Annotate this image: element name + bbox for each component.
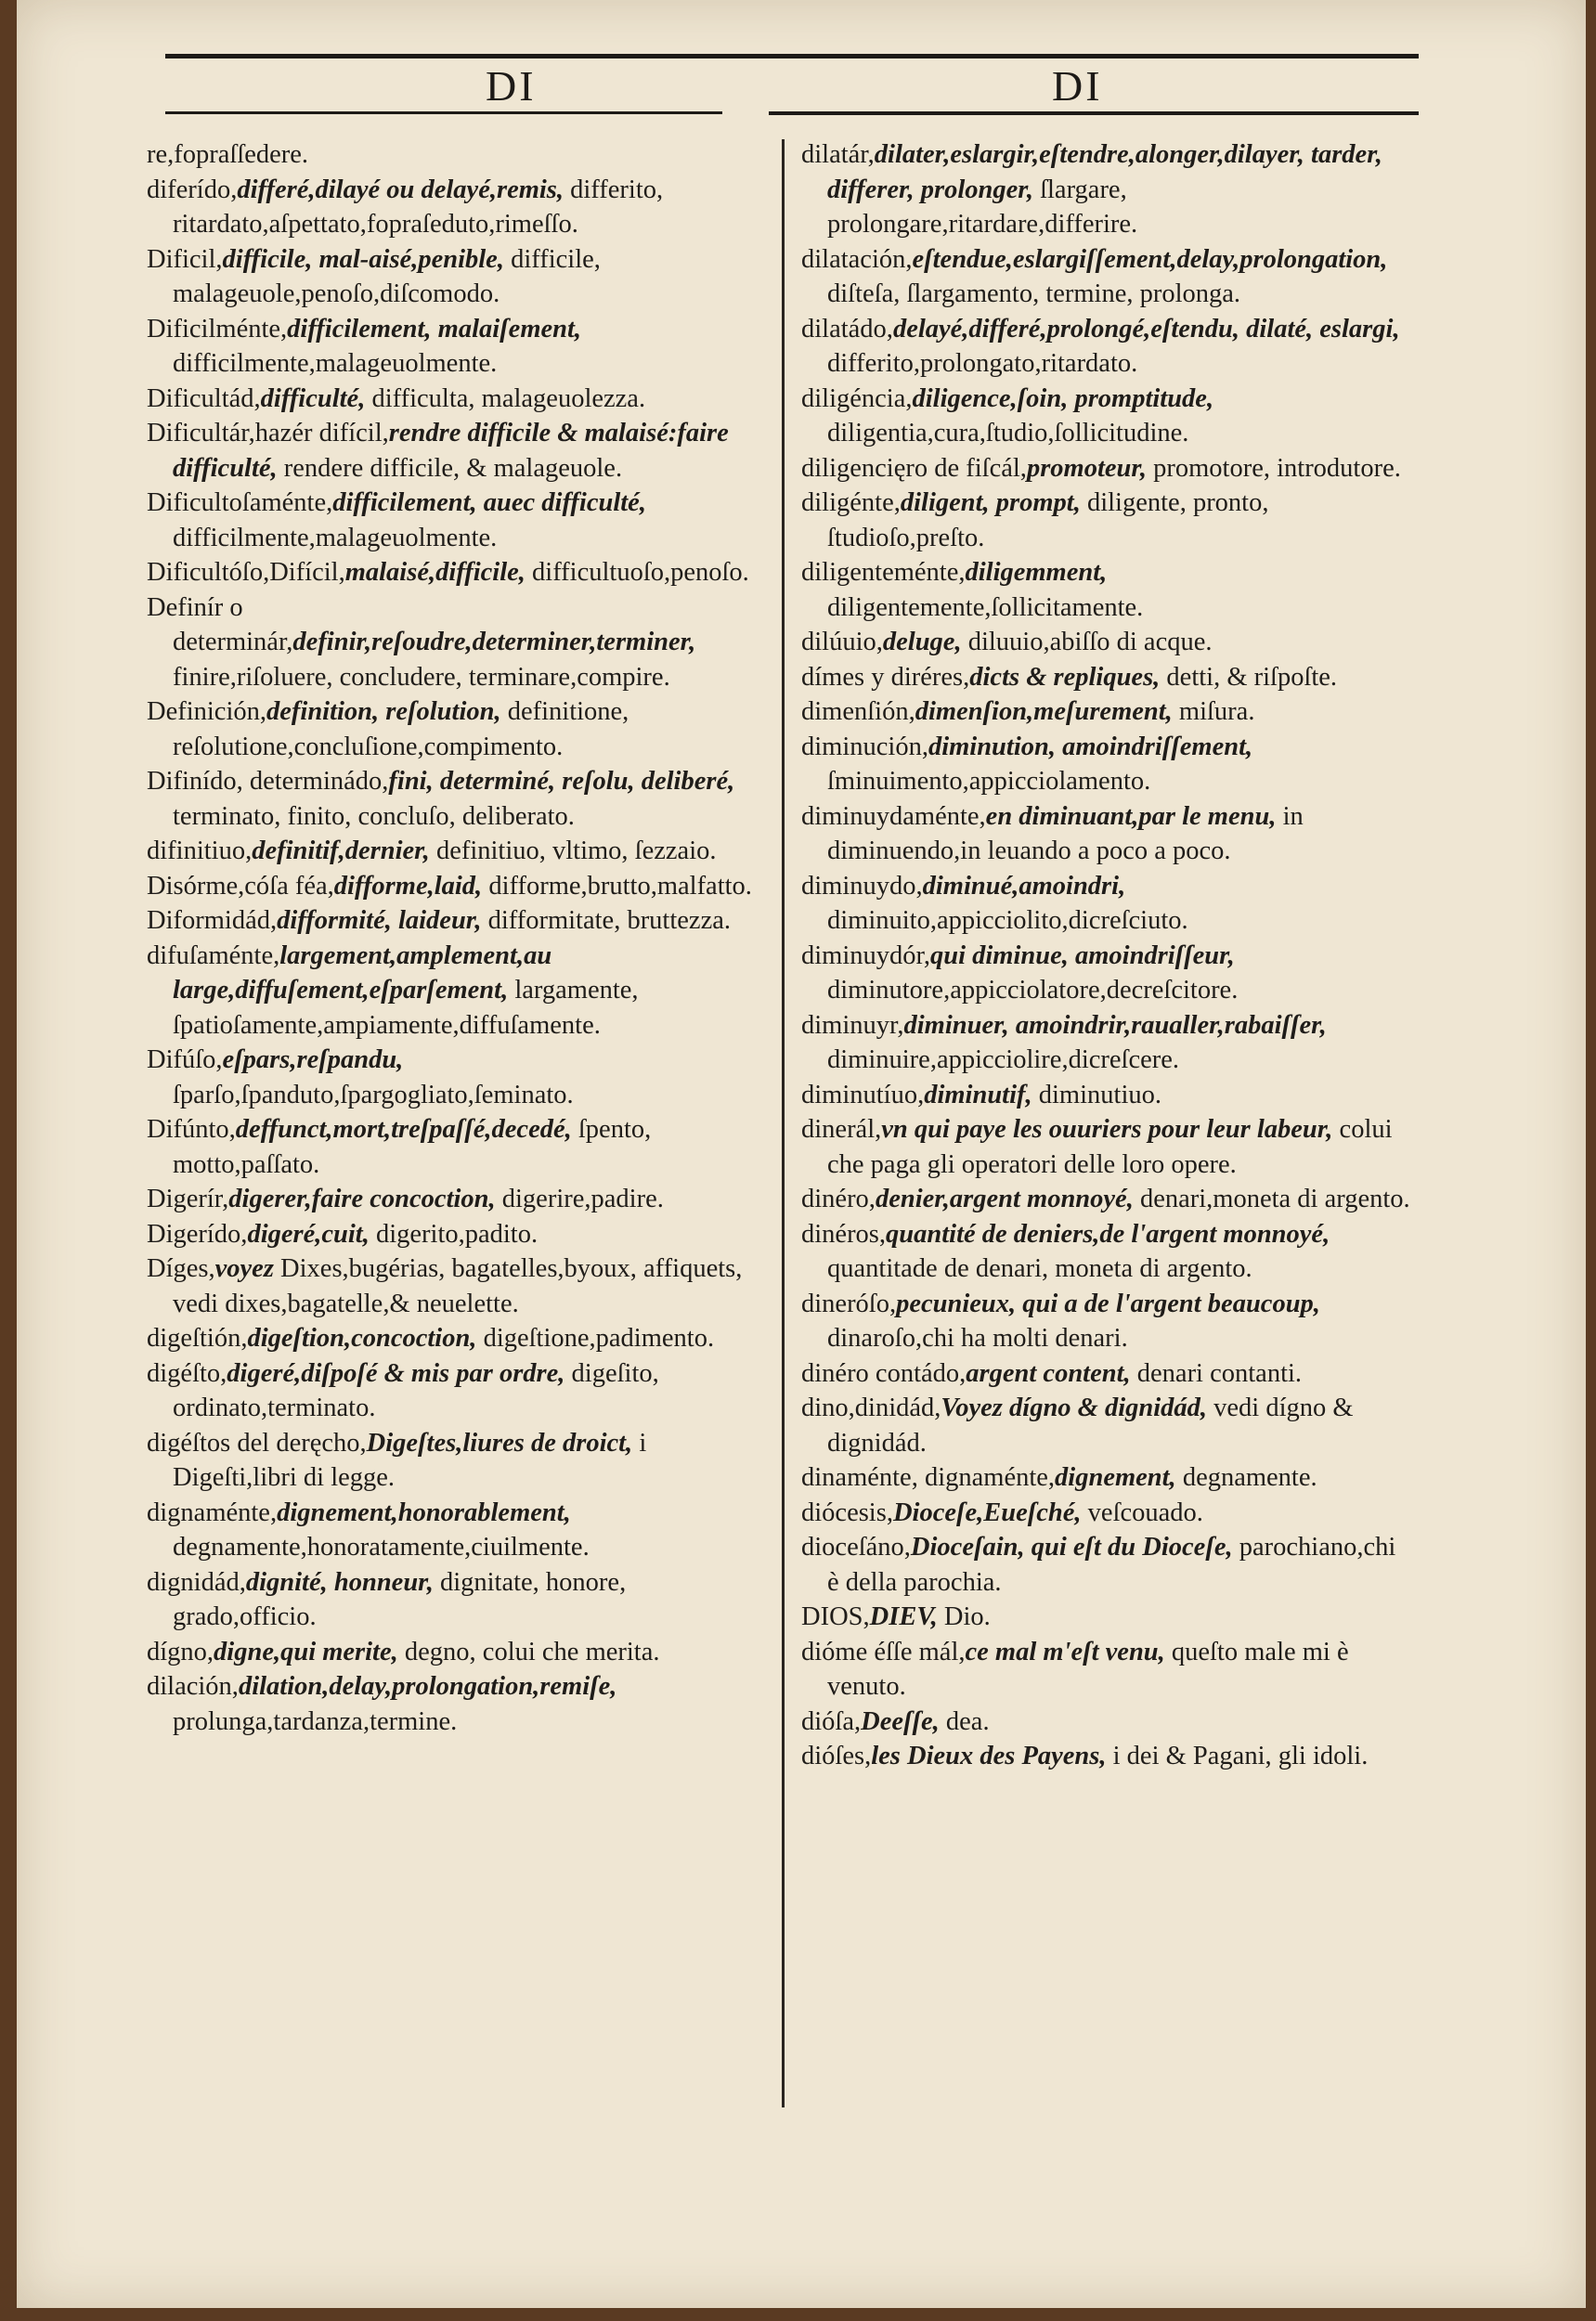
- dictionary-entry: [801, 382, 1414, 451]
- dictionary-entry: [147, 173, 769, 242]
- entry-headword: Difúnto,: [147, 1115, 236, 1144]
- dictionary-entry: [801, 1460, 1414, 1496]
- entry-headword: Difinído, determinádo,: [147, 767, 389, 796]
- entry-italian: difficulta, malageuolezza.: [371, 383, 646, 413]
- entry-italian: finire,riſoluere, concludere, terminare,compire.: [173, 662, 670, 692]
- entry-headword: diminuydór,: [801, 940, 930, 970]
- entry-french: difficilement, malaiſement,: [287, 314, 582, 344]
- entry-italian: rendere difficile, & malageuole.: [283, 453, 623, 483]
- entry-french: difformité, laideur,: [277, 906, 482, 935]
- entry-italian: ſparſo,ſpanduto,ſpargogliato,ſeminato.: [173, 1080, 574, 1109]
- dictionary-entry: [801, 451, 1414, 486]
- entry-italian: ſpento, motto,paſſato.: [173, 1115, 652, 1179]
- entry-italian: prolunga,tardanza,termine.: [173, 1706, 458, 1736]
- entry-french: quantité de deniers,de l'argent monnoyé,: [886, 1219, 1330, 1249]
- entry-french: les Dieux des Payens,: [871, 1742, 1107, 1770]
- dictionary-entry: [147, 590, 769, 695]
- entry-italian: i dei & Pagani, gli idoli.: [1112, 1742, 1369, 1770]
- entry-italian: promotore, introdutore.: [1153, 453, 1401, 483]
- dictionary-entry: [801, 625, 1414, 660]
- dictionary-entry: [801, 1600, 1414, 1635]
- dictionary-entry: [147, 1426, 769, 1496]
- entry-french: difficilement, auec difficulté,: [332, 488, 646, 517]
- dictionary-entry: [147, 1496, 769, 1565]
- entry-headword: difinitiuo,: [147, 836, 253, 865]
- dictionary-entry: [147, 1565, 769, 1635]
- entry-italian: diminutore,appicciolatore,decreſcitore.: [827, 976, 1239, 1005]
- entry-french: difficile, mal-aisé,penible,: [222, 244, 504, 274]
- entry-italian: difforme,brutto,malfatto.: [488, 871, 752, 901]
- entry-headword: diminuyr,: [801, 1010, 904, 1040]
- entry-french: definitif,dernier,: [252, 836, 430, 865]
- entry-italian: diſteſa, ſlargamento, termine, prolonga.: [827, 279, 1241, 308]
- dictionary-entry: [801, 1112, 1414, 1182]
- dictionary-entry: [801, 694, 1414, 730]
- entry-french: diminutif,: [924, 1080, 1032, 1109]
- header-rule-right: [769, 111, 1419, 115]
- entry-headword: DIOS,: [801, 1602, 870, 1631]
- dictionary-entry: [147, 1356, 769, 1426]
- entry-italian: diminutiuo.: [1038, 1080, 1161, 1109]
- entry-italian: dinaroſo,chi ha molti denari.: [827, 1324, 1128, 1353]
- entry-french: eſpars,reſpandu,: [222, 1045, 404, 1074]
- entry-italian: dea.: [945, 1706, 990, 1736]
- entry-headword: dióſa,: [801, 1706, 862, 1736]
- entry-italian: definitione, reſolutione,concluſione,compimento.: [173, 697, 629, 761]
- dictionary-entry: [801, 799, 1414, 869]
- entry-french: Dioceſe,Eueſché,: [892, 1498, 1082, 1527]
- entry-italian: degno, colui che merita.: [404, 1637, 660, 1666]
- dictionary-entry: [147, 1635, 769, 1670]
- entry-italian: diminuito,appicciolito,dicreſciuto.: [827, 906, 1188, 935]
- entry-italian: in diminuendo,in leuando a poco a poco.: [827, 801, 1304, 865]
- dictionary-entry: [801, 1530, 1414, 1600]
- entry-headword: dilatádo,: [801, 314, 893, 344]
- entry-italian: digerito,padito.: [375, 1219, 538, 1249]
- dictionary-entry: [801, 1739, 1414, 1774]
- page-header-left: DI: [486, 62, 537, 110]
- entry-headword: digéſto,: [147, 1358, 227, 1388]
- entry-headword: dilúuio,: [801, 628, 883, 656]
- dictionary-entry: [147, 1321, 769, 1356]
- entry-headword: Digerír,: [147, 1185, 229, 1213]
- right-column: [801, 137, 1414, 1774]
- entry-headword: dióſes,: [801, 1742, 872, 1770]
- dictionary-entry: [801, 1496, 1414, 1531]
- entry-french: largement,amplement,au large,diffuſement,eſparſement,: [173, 940, 552, 1005]
- entry-headword: difuſaménte,: [147, 940, 280, 970]
- entry-headword: diminución,: [801, 732, 928, 761]
- dictionary-entry: [147, 242, 769, 312]
- dictionary-entry: [147, 1251, 769, 1321]
- entry-headword: Definición,: [147, 697, 267, 726]
- entry-french: pecunieux, qui a de l'argent beaucoup,: [896, 1289, 1320, 1318]
- entry-italian: difficilmente,malageuolmente.: [173, 349, 498, 378]
- entry-french: dilation,delay,prolongation,remiſe,: [238, 1672, 617, 1701]
- entry-french: differé,dilayé ou delayé,remis,: [237, 175, 564, 204]
- entry-headword: diócesis,: [801, 1498, 893, 1527]
- page-header-right: DI: [1052, 62, 1103, 110]
- entry-headword: Dificultár,hazér difícil,: [147, 419, 389, 447]
- entry-italian: terminato, finito, concluſo, deliberato.: [173, 801, 575, 831]
- entry-headword: Digerído,: [147, 1219, 248, 1249]
- entry-headword: dinaménte, dignaménte,: [801, 1463, 1056, 1492]
- entry-french: deluge,: [882, 628, 962, 656]
- dictionary-entry: [147, 416, 769, 486]
- dictionary-entry: [801, 242, 1414, 312]
- dictionary-entry: [801, 939, 1414, 1008]
- dictionary-entry: [147, 1043, 769, 1112]
- entry-french: qui diminue, amoindriſſeur,: [929, 940, 1235, 970]
- entry-headword: dinerál,: [801, 1115, 882, 1144]
- entry-italian: ſminuimento,appicciolamento.: [827, 767, 1151, 796]
- entry-italian: parochiano,chi è della parochia.: [827, 1533, 1396, 1597]
- entry-headword: dino,dinidád,: [801, 1394, 941, 1422]
- dictionary-entry: [147, 486, 769, 555]
- dictionary-entry: [801, 869, 1414, 939]
- entry-italian: colui che paga gli operatori delle loro opere.: [827, 1115, 1393, 1179]
- entry-italian: digeſtione,padimento.: [483, 1324, 715, 1353]
- dictionary-entry: [801, 137, 1414, 242]
- header-rule-left: [165, 111, 722, 114]
- entry-french: dignement,: [1055, 1463, 1176, 1492]
- entry-french: diminuer, amoindrir,raualler,rabaiſſer,: [903, 1010, 1327, 1040]
- entry-headword: dimenſión,: [801, 697, 915, 726]
- entry-italian: detti, & riſpoſte.: [1166, 662, 1338, 692]
- dictionary-entry: [801, 1356, 1414, 1392]
- entry-italian: difformitate, bruttezza.: [487, 906, 731, 935]
- dictionary-entry: [147, 312, 769, 382]
- entry-french: diligent, prompt,: [900, 488, 1081, 517]
- dictionary-entry: [801, 486, 1414, 555]
- entry-french: rendre difficile & malaisé:faire difficulté,: [173, 419, 729, 483]
- entry-french: digne,qui merite,: [214, 1637, 398, 1666]
- entry-italian: definitiuo, vltimo, ſezzaio.: [435, 836, 717, 865]
- entry-italian: difficilmente,malageuolmente.: [173, 523, 498, 552]
- entry-headword: dilatación,: [801, 244, 913, 274]
- entry-headword: dignidád,: [147, 1567, 246, 1597]
- entry-italian: i Digeſti,libri di legge.: [173, 1428, 647, 1492]
- entry-italian: diluuio,abiſſo di acque.: [967, 628, 1213, 656]
- entry-italian: diligentia,cura,ſtudio,ſollicitudine.: [827, 419, 1189, 447]
- entry-french: dicts & repliques,: [969, 662, 1161, 692]
- entry-french: Digeſtes,liures de droict,: [366, 1428, 633, 1458]
- entry-french: promoteur,: [1026, 453, 1148, 483]
- entry-french: eſtendue,eslargiſſement,delay,prolongation,: [912, 244, 1388, 274]
- dictionary-entry: [147, 1112, 769, 1182]
- entry-italian: differito, ritardato,aſpettato,fopraſeduto,rimeſſo.: [173, 175, 664, 239]
- entry-french: ce mal m'eſt venu,: [965, 1637, 1165, 1666]
- entry-italian: degnamente,honoratamente,ciuilmente.: [173, 1533, 590, 1562]
- entry-french: fini, determiné, reſolu, deliberé,: [388, 767, 735, 796]
- entry-french: dignité, honneur,: [245, 1567, 434, 1597]
- entry-french: Voyez dígno & dignidád,: [941, 1394, 1208, 1422]
- entry-headword: dinéro contádo,: [801, 1358, 967, 1388]
- entry-italian: differito,prolongato,ritardato.: [827, 349, 1138, 378]
- dictionary-entry: [801, 1008, 1414, 1078]
- entry-french: digeré,cuit,: [247, 1219, 370, 1249]
- entry-headword: diligenteménte,: [801, 558, 966, 587]
- entry-french: digeré,diſpoſé & mis par ordre,: [227, 1358, 565, 1388]
- entry-french: Dioceſain, qui eſt du Dioceſe,: [910, 1533, 1233, 1562]
- dictionary-entry: [147, 764, 769, 834]
- entry-italian: denari contanti.: [1136, 1358, 1303, 1388]
- entry-headword: Definír o determinár,: [147, 592, 293, 656]
- entry-headword: diminuydo,: [801, 871, 923, 901]
- entry-french: Deeſſe,: [861, 1706, 940, 1736]
- entry-italian: digeſito, ordinato,terminato.: [173, 1358, 659, 1422]
- dictionary-entry: [801, 312, 1414, 382]
- entry-headword: Dificultoſaménte,: [147, 488, 333, 517]
- left-column: [147, 137, 769, 1739]
- dictionary-entry: [801, 1391, 1414, 1460]
- dictionary-entry: [801, 1705, 1414, 1740]
- entry-italian: veſcouado.: [1087, 1498, 1203, 1527]
- entry-headword: re,fopraſſedere.: [147, 140, 309, 169]
- entry-french: dimenſion,meſurement,: [915, 697, 1173, 726]
- entry-italian: difficile, malageuole,penoſo,diſcomodo.: [173, 244, 601, 308]
- entry-headword: Difúſo,: [147, 1045, 223, 1074]
- entry-headword: diligénte,: [801, 488, 901, 517]
- entry-italian: difficultuoſo,penoſo.: [532, 558, 749, 587]
- entry-french: en diminuant,par le menu,: [985, 801, 1277, 831]
- entry-headword: diminuydaménte,: [801, 801, 986, 831]
- entry-italian: diligente, pronto, ſtudioſo,preſto.: [827, 488, 1269, 552]
- entry-french: denier,argent monnoyé,: [875, 1185, 1134, 1213]
- entry-headword: dinéro,: [801, 1185, 876, 1213]
- entry-italian: digerire,padire.: [501, 1185, 664, 1213]
- entry-headword: Diformidád,: [147, 906, 278, 935]
- entry-french: definir,reſoudre,determiner,terminer,: [292, 628, 696, 656]
- entry-headword: Díges,: [147, 1254, 215, 1283]
- dictionary-entry: [801, 1217, 1414, 1287]
- dictionary-entry: [147, 137, 769, 173]
- entry-french: voyez: [214, 1254, 274, 1283]
- entry-headword: digeſtión,: [147, 1324, 248, 1353]
- entry-italian: queſto male mi è venuto.: [827, 1637, 1349, 1701]
- dictionary-entry: [147, 869, 769, 904]
- dictionary-entry: [801, 555, 1414, 625]
- entry-headword: dígno,: [147, 1637, 214, 1666]
- entry-french: difforme,laid,: [333, 871, 483, 901]
- entry-headword: Dificilménte,: [147, 314, 288, 344]
- entry-italian: largamente, ſpatioſamente,ampiamente,diffuſamente.: [173, 976, 639, 1040]
- entry-headword: Disórme,cóſa féa,: [147, 871, 334, 901]
- entry-italian: Dixes,bugérias, bagatelles,byoux, affiquets, vedi dixes,bagatelle,& neuelette.: [173, 1254, 743, 1318]
- dictionary-entry: [801, 730, 1414, 799]
- entry-headword: diminutíuo,: [801, 1080, 925, 1109]
- entry-french: digeſtion,concoction,: [247, 1324, 477, 1353]
- entry-italian: Dio.: [943, 1602, 991, 1631]
- entry-french: malaisé,difficile,: [344, 558, 526, 587]
- entry-italian: quantitade de denari, moneta di argento.: [827, 1254, 1252, 1283]
- entry-italian: degnamente.: [1182, 1463, 1317, 1492]
- entry-headword: digéſtos del deręcho,: [147, 1428, 367, 1458]
- entry-french: diligence,ſoin, promptitude,: [912, 383, 1214, 413]
- entry-headword: diferído,: [147, 175, 238, 204]
- entry-italian: diligentemente,ſollicitamente.: [827, 592, 1144, 622]
- entry-french: difficulté,: [260, 383, 366, 413]
- entry-french: digerer,faire concoction,: [228, 1185, 496, 1213]
- entry-french: delayé,differé,prolongé,eſtendu, dilaté, eslargi,: [892, 314, 1400, 344]
- entry-headword: dinéros,: [801, 1219, 887, 1249]
- entry-italian: miſura.: [1178, 697, 1255, 726]
- dictionary-entry: [801, 1182, 1414, 1217]
- entry-headword: dilación,: [147, 1672, 239, 1701]
- dictionary-entry: [147, 382, 769, 417]
- entry-french: deffunct,mort,treſpaſſé,decedé,: [235, 1115, 572, 1144]
- dictionary-entry: [147, 834, 769, 869]
- dictionary-entry: [147, 903, 769, 939]
- dictionary-entry: [147, 1669, 769, 1739]
- entry-italian: ſlargare, prolongare,ritardare,differire.: [827, 175, 1138, 239]
- dictionary-entry: [147, 555, 769, 590]
- entry-french: diminution, amoindriſſement,: [928, 732, 1253, 761]
- dictionary-entry: [147, 1182, 769, 1217]
- entry-french: diminué,amoindri,: [922, 871, 1126, 901]
- column-divider: [782, 139, 785, 2107]
- entry-italian: diminuire,appicciolire,dicreſcere.: [827, 1045, 1180, 1074]
- entry-headword: diligéncia,: [801, 383, 913, 413]
- entry-french: vn qui paye les ouuriers pour leur labeur,: [881, 1115, 1333, 1144]
- entry-headword: dineróſo,: [801, 1289, 897, 1318]
- entry-italian: vedi dígno & dignidád.: [827, 1394, 1354, 1458]
- entry-headword: diligencięro de fiſcál,: [801, 453, 1027, 483]
- dictionary-entry: [147, 939, 769, 1044]
- entry-headword: dignaménte,: [147, 1498, 278, 1527]
- entry-italian: denari,moneta di argento.: [1139, 1185, 1410, 1213]
- entry-french: dilater,eslargir,eſtendre,alonger,dilayer, tarder, differer, prolonger,: [827, 140, 1382, 204]
- top-rule: [165, 54, 1419, 58]
- dictionary-entry: [801, 660, 1414, 695]
- entry-headword: dímes y diréres,: [801, 662, 970, 692]
- dictionary-entry: [801, 1078, 1414, 1113]
- entry-italian: dignitate, honore, grado,officio.: [173, 1567, 627, 1631]
- entry-headword: dilatár,: [801, 140, 875, 169]
- entry-french: diligemment,: [965, 558, 1108, 587]
- dictionary-entry: [801, 1635, 1414, 1705]
- dictionary-entry: [801, 1287, 1414, 1356]
- entry-french: dignement,honorablement,: [277, 1498, 571, 1527]
- entry-headword: Dificultóſo,Difícil,: [147, 558, 345, 587]
- dictionary-entry: [147, 1217, 769, 1252]
- dictionary-page: [17, 0, 1586, 2308]
- entry-french: definition, reſolution,: [266, 697, 501, 726]
- entry-headword: Dificultád,: [147, 383, 261, 413]
- entry-french: DIEV,: [869, 1602, 938, 1631]
- entry-headword: dióme éſſe mál,: [801, 1637, 966, 1666]
- entry-headword: Dificil,: [147, 244, 223, 274]
- entry-french: argent content,: [966, 1358, 1131, 1388]
- dictionary-entry: [147, 694, 769, 764]
- entry-headword: dioceſáno,: [801, 1533, 911, 1562]
